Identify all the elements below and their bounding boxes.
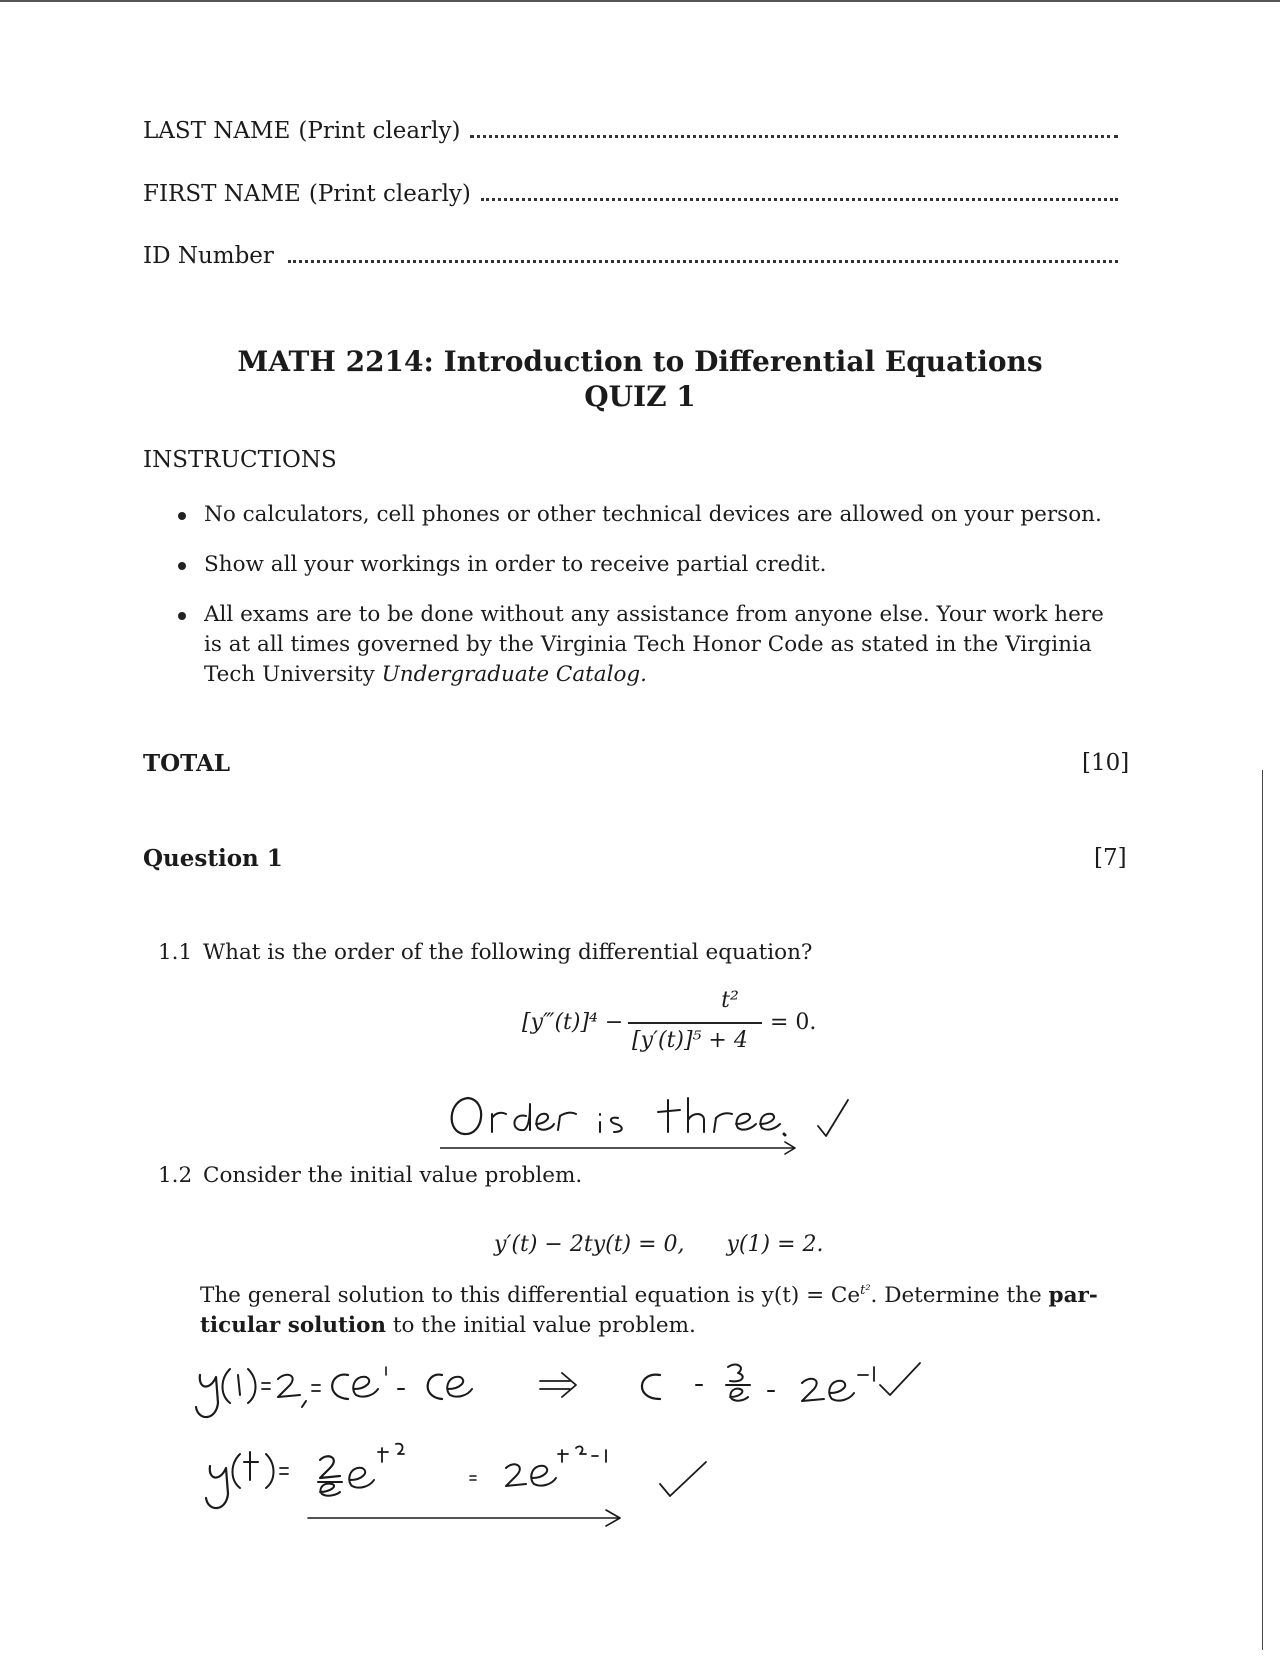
particular-solution-bold-1: par- (1048, 1283, 1098, 1309)
ode-denominator: [y′(t)]⁵ + 4 (632, 1028, 748, 1053)
last-name-field[interactable] (143, 118, 1118, 150)
catalog-name: Undergraduate Catalog. (381, 662, 648, 687)
fraction-bar (628, 1022, 762, 1024)
bullet-dot (178, 512, 186, 520)
initial-value-text: to the initial value problem. (392, 1313, 696, 1338)
general-solution-text-2: . Determine the (870, 1283, 1042, 1309)
id-number-field[interactable] (143, 243, 1118, 275)
first-name-field[interactable] (143, 181, 1118, 213)
handwritten-answer-2-line-2 (200, 1440, 760, 1550)
total-marks: [10] (1082, 750, 1130, 776)
instruction-item (178, 550, 1128, 580)
ode-numerator: t² (721, 988, 739, 1013)
general-solution-sentence-2 (200, 1313, 696, 1338)
general-solution-exponent: t² (860, 1283, 871, 1298)
total-label: TOTAL (143, 750, 231, 777)
part-1-2-number: 1.2 (158, 1163, 193, 1188)
first-name-label: FIRST NAME (143, 181, 301, 207)
particular-solution-bold-2: ticular solution (200, 1313, 387, 1338)
scan-edge-right (1262, 770, 1263, 1650)
last-name-dotted-line[interactable] (470, 119, 1118, 138)
handwritten-answer-2-line-1 (190, 1345, 1010, 1435)
id-number-label: ID Number (143, 243, 274, 269)
last-name-label: LAST NAME (143, 118, 291, 144)
question-1-marks: [7] (1094, 845, 1127, 871)
instructions-heading: INSTRUCTIONS (143, 447, 337, 473)
bullet-dot (178, 612, 186, 620)
general-solution-sentence (200, 1283, 1098, 1308)
ode-lhs: [y‴(t)]⁴ − (522, 1010, 624, 1035)
course-title: MATH 2214: Introduction to Differential Equations (237, 345, 1043, 378)
instruction-text: No calculators, cell phones or other technical devices are allowed on your person. (204, 502, 1102, 527)
general-solution-text: The general solution to this differential equation is y(t) = Ce (200, 1283, 861, 1309)
instruction-text: Show all your workings in order to receive partial credit. (204, 552, 827, 577)
scan-edge-top (0, 0, 1280, 2)
id-number-dotted-line[interactable] (288, 244, 1118, 263)
ivp-equation: y′(t) − 2ty(t) = 0, y(1) = 2. (494, 1232, 824, 1257)
instruction-text: All exams are to be done without any assistance from anyone else. Your work here is at all times governed by the Virginia Tech Honor Code as stated in the Virginia Tech University (204, 602, 1104, 687)
part-1-1-number: 1.1 (158, 940, 193, 965)
part-1-2-text: Consider the initial value problem. (203, 1163, 583, 1188)
handwritten-answer-1 (440, 1090, 910, 1160)
first-name-dotted-line[interactable] (481, 182, 1118, 201)
instructions-list (178, 500, 1128, 710)
instruction-item (178, 600, 1114, 690)
instruction-item (178, 500, 1128, 530)
first-name-hint: (Print clearly) (308, 181, 471, 207)
ode-rhs: = 0. (770, 1010, 817, 1035)
bullet-dot (178, 562, 186, 570)
part-1-1-text: What is the order of the following differential equation? (203, 940, 813, 965)
last-name-hint: (Print clearly) (298, 118, 461, 144)
question-1-label: Question 1 (143, 845, 283, 872)
quiz-title: QUIZ 1 (584, 380, 696, 413)
